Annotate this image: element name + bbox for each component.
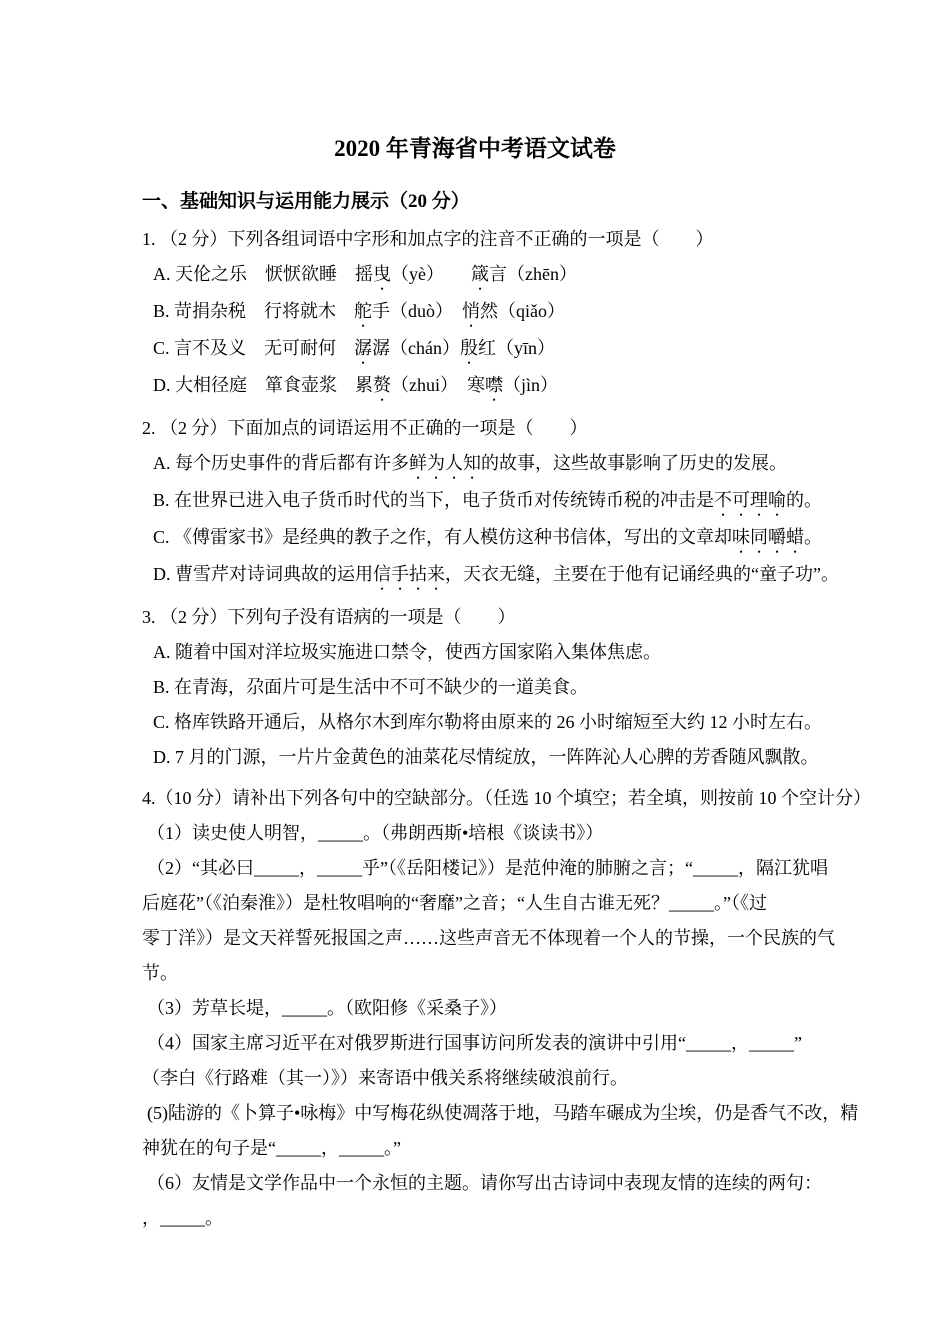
dotted-phrase: 不可理喻 [714, 490, 787, 510]
question-1-option-a [153, 257, 862, 294]
question-4-item-6-line-2: ，_____。 [142, 1208, 223, 1228]
dotted-phrase: 鲜为人知 [409, 453, 481, 473]
question-2-stem: 2. （2 分）下面加点的词语运用不正确的一项是（ ） [142, 418, 588, 438]
text-run: D. 大相径庭 箪食壶浆 累 [153, 375, 373, 395]
question-3-option-a: A. 随着中国对洋垃圾实施进口禁令，使西方国家陷入集体焦虑。 [153, 642, 661, 662]
dotted-phrase: 悄 [462, 301, 481, 321]
text-run: 的故事，这些故事影响了历史的发展。 [481, 453, 787, 473]
question-4-item-4-line-2: （李白《行路难（其一）》）来寄语中俄关系将继续破浪前行。 [142, 1068, 628, 1088]
text-run: A. 天伦之乐 恹恹欲睡 摇 [153, 264, 373, 284]
text-run: （yè） [391, 264, 471, 284]
text-run: 的。 [786, 490, 823, 510]
question-1 [142, 222, 862, 405]
question-3-option-d: D. 7 月的门源，一片片金黄色的油菜花尽情绽放，一阵阵沁人心脾的芳香随风飘散。 [153, 747, 819, 767]
question-4-item-4: （4）国家主席习近平在对俄罗斯进行国事访问所发表的演讲中引用“_____，_____” [147, 1033, 802, 1053]
question-4-item-1: （1）读史使人明智，_____。（弗朗西斯•培根《谈读书》） [147, 823, 604, 843]
text-run: 。 [804, 527, 823, 547]
question-4-stem: 4.（10 分）请补出下列各句中的空缺部分。（任选 10 个填空；若全填，则按前 10 个空计分） [142, 788, 871, 808]
question-4-item-5-line-2: 神犹在的句子是“_____，_____。” [142, 1138, 401, 1158]
question-4-item-3: （3）芳草长堤，_____。（欧阳修《采桑子》） [147, 998, 507, 1018]
dotted-phrase: 舵 [354, 301, 373, 321]
dotted-phrase: 殷 [460, 338, 478, 358]
text-run: B. 苛捐杂税 行将就木 [153, 301, 355, 321]
text-run: A. 每个历史事件的背后都有许多 [153, 453, 409, 473]
question-1-option-d [153, 368, 862, 405]
section-heading: 一、基础知识与运用能力展示（20 分） [142, 191, 470, 212]
question-2-option-c [153, 520, 862, 557]
text-run: ，天衣无缝，主要在于他有记诵经典的“童子功”。 [445, 564, 839, 584]
text-run: （jìn） [503, 375, 559, 395]
question-4-item-2: （2）“其必曰_____，_____乎”（《岳阳楼记》）是范仲淹的肺腑之言；“_____，隔江犹唱 [147, 858, 828, 878]
question-3 [142, 600, 862, 775]
question-2 [142, 411, 862, 594]
question-4-item-2-line-3: 零丁洋》）是文天祥誓死报国之声……这些声音无不体现着一个人的节操，一个民族的气 [142, 928, 835, 948]
question-3-stem: 3. （2 分）下列句子没有语病的一项是（ ） [142, 607, 516, 627]
text-run: D. 曹雪芹对诗词典故的运用 [153, 564, 373, 584]
question-1-option-c [153, 331, 862, 368]
text-run: C. 言不及义 无可耐何 [153, 338, 355, 358]
question-2-option-b [153, 483, 862, 520]
dotted-phrase: 信手拈来 [373, 564, 445, 584]
text-run: 言（zhēn） [489, 264, 577, 284]
dotted-phrase: 赘 [373, 375, 391, 395]
dotted-phrase: 箴 [471, 264, 489, 284]
text-run: 红（yīn） [478, 338, 556, 358]
exam-body [142, 222, 871, 1236]
question-1-option-b [153, 294, 862, 331]
dotted-phrase: 曳 [373, 264, 391, 284]
question-4-item-2-line-4: 节。 [142, 963, 178, 983]
text-run: 然（qiǎo） [480, 301, 566, 321]
text-run: （zhui） 寒 [391, 375, 485, 395]
question-4-item-6: （6）友情是文学作品中一个永恒的主题。请你写出古诗词中表现友情的连续的两句： [147, 1173, 822, 1193]
text-run: 手（duò） [372, 301, 463, 321]
question-2-option-a [153, 446, 862, 483]
dotted-phrase: 味同嚼蜡 [732, 527, 805, 547]
question-3-option-b: B. 在青海，尕面片可是生活中不可不缺少的一道美食。 [153, 677, 589, 697]
text-run: C. 《傅雷家书》是经典的教子之作，有人模仿这种书信体，写出的文章却 [153, 527, 733, 547]
page-title: 2020 年青海省中考语文试卷 [334, 136, 616, 161]
question-4 [142, 781, 871, 1236]
dotted-phrase: 噤 [485, 375, 503, 395]
question-1-stem: 1. （2 分）下列各组词语中字形和加点字的注音不正确的一项是（ ） [142, 229, 714, 249]
question-3-option-c: C. 格库铁路开通后，从格尔木到库尔勒将由原来的 26 小时缩短至大约 12 小时左右。 [153, 712, 823, 732]
question-4-item-2-line-2: 后庭花”（《泊秦淮》）是杜牧唱响的“奢靡”之音；“人生自古谁无死？_____。”（《过 [142, 893, 767, 913]
question-4-item-5: (5)陆游的《卜算子•咏梅》中写梅花纵使凋落于地，马踏车碾成为尘埃，仍是香气不改，精 [147, 1103, 859, 1123]
dotted-phrase: 潺 [354, 338, 373, 358]
text-run: 潺（chán） [372, 338, 460, 358]
question-2-option-d [153, 557, 862, 594]
text-run: B. 在世界已进入电子货币时代的当下，电子货币对传统铸币税的冲击是 [153, 490, 715, 510]
